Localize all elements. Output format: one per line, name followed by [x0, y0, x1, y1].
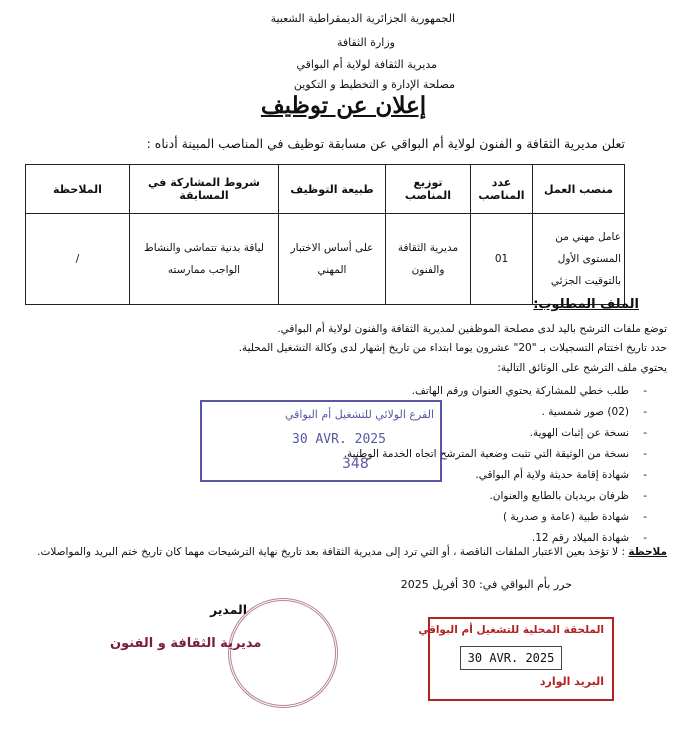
official-seal: [228, 598, 338, 708]
note-text: : لا تؤخذ بعين الاعتبار الملفات الناقصة ، أو التي ترد إلى مديرية الثقافة بعد تاريخ نهاية الترشيحات مهما كان تاريخ ختم البريد والمواصلات.: [37, 546, 626, 558]
header-note: الملاحظة: [26, 165, 130, 214]
note-label: ملاحظة: [628, 546, 667, 558]
table-row: [26, 214, 625, 305]
intro-text: تعلن مديرية الثقافة و الفنون لولاية أم البواقي عن مسابقة توظيف في المناصب المبينة أدناه :: [146, 136, 625, 151]
cell-count: 01: [471, 214, 533, 305]
list-item: - طلب خطي للمشاركة يحتوي العنوان ورقم الهاتف.: [344, 381, 647, 402]
list-item: - ظرفان بريديان بالطابع والعنوان.: [344, 486, 647, 507]
header-conditions: شروط المشاركة في المسابقة: [130, 165, 279, 214]
ministry-header: وزارة الثقافة: [336, 36, 395, 49]
cell-note: /: [26, 214, 130, 305]
deadline-text: حدد تاريخ اختتام التسجيلات بـ "20" عشرون يوما ابتداء من تاريخ إشهار لدى وكالة التشغيل المحلية.: [238, 342, 667, 354]
registry-stamp-date: 30 AVR. 2025: [292, 432, 386, 447]
registry-stamp: [200, 400, 442, 482]
republic-header: الجمهورية الجزائرية الديمقراطية الشعبية: [270, 12, 455, 25]
agency-stamp: [418, 617, 614, 701]
list-item: - نسخة من الوثيقة التي تثبت وضعية المترشح اتجاه الخدمة الوطنية.: [344, 444, 647, 465]
agency-stamp-received: البريد الوارد: [539, 675, 604, 688]
deposit-text: توضع ملفات الترشح باليد لدى مصلحة الموظفين لمديرية الثقافة والفنون لولاية أم البواقي.: [277, 323, 667, 335]
list-item: - شهادة الميلاد رقم 12.: [344, 528, 647, 549]
cell-distribution: مديرية الثقافة والفنون: [386, 214, 471, 305]
list-item: - شهادة طبية (عامة و صدرية ): [344, 507, 647, 528]
done-at: حرر بأم البواقي في: 30 أفريل 2025: [400, 578, 572, 591]
cell-nature: على أساس الاختبار المهني: [279, 214, 386, 305]
agency-stamp-org: الملحقة المحلية للتشغيل أم البواقي: [418, 624, 604, 636]
positions-table: [25, 164, 625, 305]
list-item: - (02) صور شمسية .: [344, 402, 647, 423]
registry-stamp-number: 348: [342, 456, 369, 472]
director-title: المدير: [209, 602, 247, 617]
header-nature: طبيعة التوظيف: [279, 165, 386, 214]
registry-stamp-org: الفرع الولائي للتشغيل أم البواقي: [284, 408, 434, 421]
list-item: - شهادة إقامة حديثة ولاية أم البواقي.: [344, 465, 647, 486]
agency-stamp-date: 30 AVR. 2025: [460, 646, 562, 670]
header-distribution: توزيع المناصب: [386, 165, 471, 214]
service-header: مصلحة الإدارة و التخطيط و التكوين: [293, 78, 455, 91]
table-header-row: [26, 165, 625, 214]
header-count: عدد المناصب: [471, 165, 533, 214]
page-title: إعلان عن توظيف: [260, 92, 427, 119]
seal-text: مديرية الثقافة و الفنون: [110, 636, 262, 651]
dossier-heading: الملف المطلوب:: [533, 297, 639, 312]
cell-job: عامل مهني من المستوى الأول بالتوقيت الجزئي: [533, 214, 625, 305]
contains-text: يحتوي ملف الترشح على الوثائق التالية:: [497, 362, 667, 374]
header-job: منصب العمل: [533, 165, 625, 214]
note-paragraph: [17, 540, 667, 564]
directorate-header: مديرية الثقافة لولاية أم البواقي: [296, 58, 437, 71]
cell-conditions: لياقة بدنية تتماشى والنشاط الواجب ممارسته: [130, 214, 279, 305]
list-item: - نسخة عن إثبات الهوية.: [344, 423, 647, 444]
